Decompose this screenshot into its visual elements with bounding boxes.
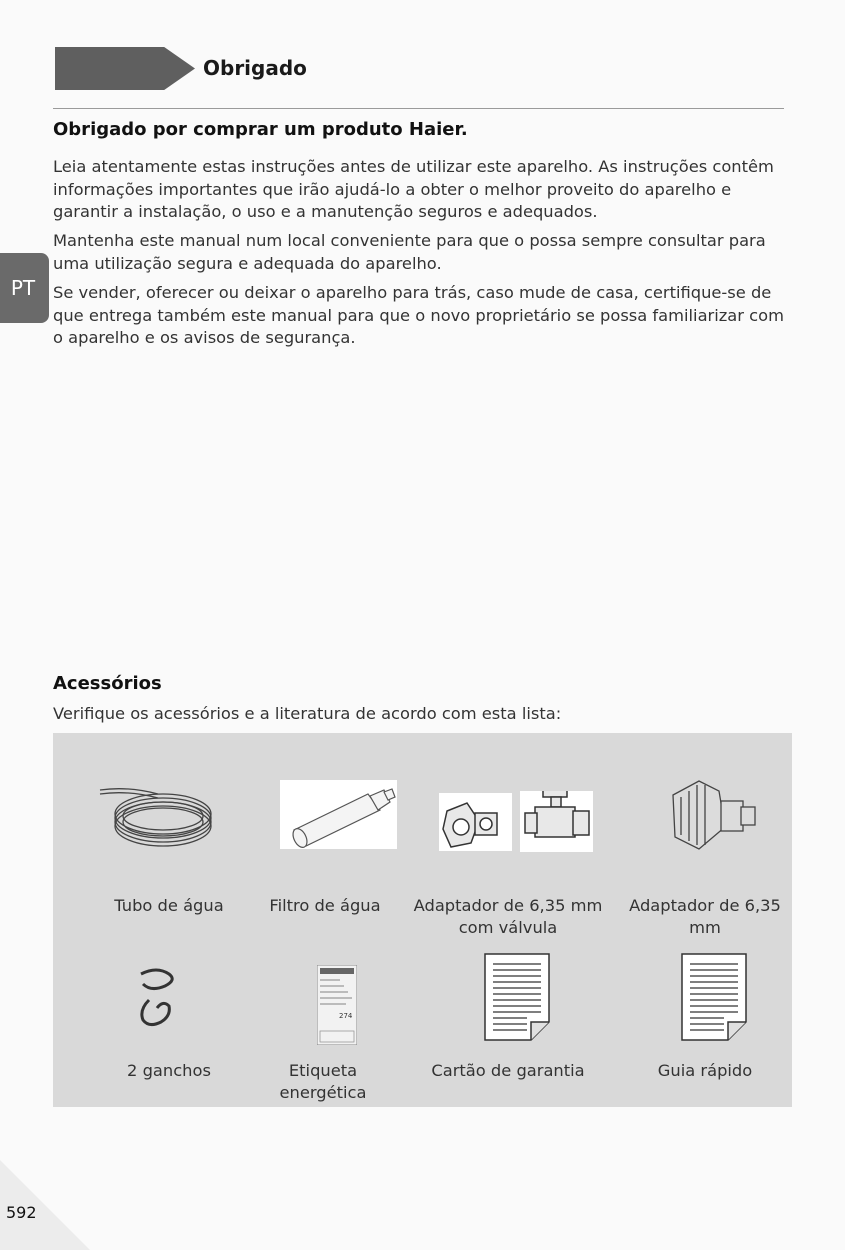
caption-water-tube: Tubo de água <box>114 896 224 915</box>
header-arrow-banner <box>55 47 195 90</box>
quick-guide-icon <box>680 952 750 1046</box>
accessories-intro: Verifique os acessórios e a literatura de acordo com esta lista: <box>53 704 562 723</box>
energy-label-number: 274 <box>339 1012 353 1020</box>
caption-energy-label: Etiqueta energética <box>279 1061 367 1102</box>
page-title: Obrigado <box>203 56 307 80</box>
language-tab[interactable]: PT <box>0 253 49 323</box>
caption-water-filter: Filtro de água <box>269 896 381 915</box>
caption-hooks: 2 ganchos <box>127 1061 211 1080</box>
hooks-icon <box>135 966 187 1034</box>
accessories-heading: Acessórios <box>53 673 162 694</box>
caption-adapter: Adaptador de 6,35 mm <box>629 896 781 937</box>
caption-quick-guide: Guia rápido <box>657 1061 753 1080</box>
accessories-panel <box>53 733 792 1107</box>
warranty-card-icon <box>483 952 553 1046</box>
thanks-heading: Obrigado por comprar um produto Haier. <box>53 119 468 140</box>
caption-warranty-card: Cartão de garantia <box>431 1061 585 1080</box>
water-filter-icon <box>280 780 397 853</box>
water-tube-icon <box>98 778 223 852</box>
paragraph-resale: Se vender, oferecer ou deixar o aparelho para trás, caso mude de casa, certifique-se de que entrega também este manual para que o novo proprietário se possa familiarizar com o aparelho e os avisos de segurança. <box>53 283 784 347</box>
energy-label-icon <box>317 965 357 1049</box>
caption-valve-adapter: Adaptador de 6,35 mm com válvula <box>413 896 603 937</box>
paragraph-keep-manual: Mantenha este manual num local conveniente para que o possa sempre consultar para uma utilização segura e adequada do aparelho. <box>53 231 766 273</box>
adapter-icon <box>665 777 765 859</box>
valve-adapter-icon <box>439 791 594 871</box>
divider <box>53 108 784 109</box>
page-number: 592 <box>6 1203 37 1222</box>
paragraph-instructions: Leia atentamente estas instruções antes de utilizar este aparelho. As instruções contêm informações importantes que irão ajudá-lo a obter o melhor proveito do aparelho e garantir a instalação, o uso e a manutenção seguros e adequados. <box>53 157 774 221</box>
